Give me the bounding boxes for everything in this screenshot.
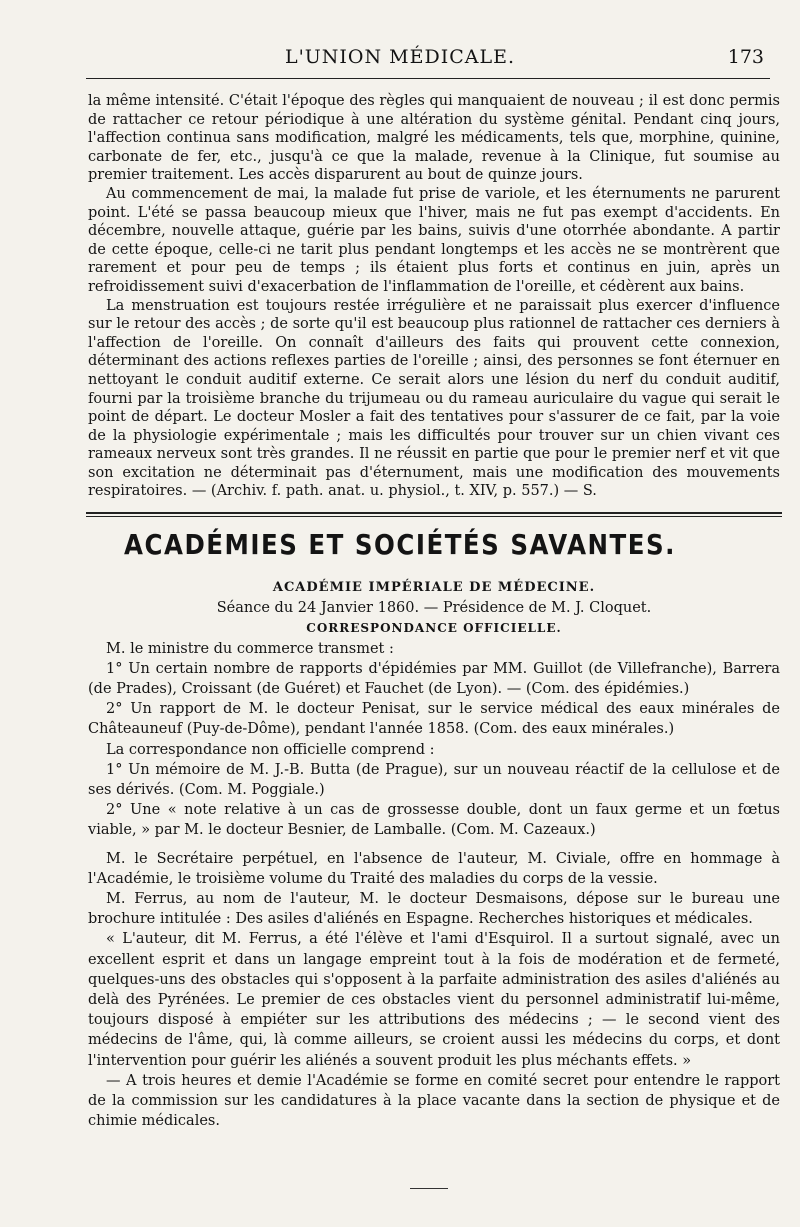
official-item: 1° Un certain nombre de rapports d'épidémies par MM. Guillot (de Villefranche), Barrera (de Prades), Croissant (de Guéret) et Fauchet (de Lyon). — (Com. des épidémies.)	[88, 660, 780, 698]
section-title: ACADÉMIES ET SOCIÉTÉS SAVANTES.	[124, 528, 676, 561]
seance-line: Séance du 24 Janvier 1860. — Présidence de M. J. Cloquet.	[216, 600, 652, 617]
minister-line: M. le ministre du commerce transmet :	[106, 640, 394, 657]
article-paragraph: la même intensité. C'était l'époque des règles qui manquaient de nouveau ; il est donc permis de rattacher ce retour périodique à une altération du système génital. Pendant cinq jours, l'affection continua sans modification, malgré les médicaments, tels que, morphine, quinine, carbonate de fer, etc., jusqu'à ce que la malade, revenue à la Clinique, fut soumise au premier traitement. Les accès disparurent au bout de quinze jours.	[88, 93, 780, 184]
academy-section	[88, 578, 780, 1131]
ferrus-paragraph: M. Ferrus, au nom de l'auteur, M. le docteur Desmaisons, dépose sur le bureau une brochure intitulée : Des asiles d'aliénés en Espagne. Recherches historiques et médicales.	[88, 891, 780, 928]
nonofficial-item: 1° Un mémoire de M. J.-B. Butta (de Prague), sur un nouveau réactif de la cellulose et de ses dérivés. (Com. M. Poggiale.)	[88, 761, 780, 799]
running-title: L'UNION MÉDICALE.	[284, 46, 516, 68]
end-rule	[410, 1188, 448, 1189]
running-header	[0, 46, 800, 76]
closing-paragraph: — A trois heures et demie l'Académie se forme en comité secret pour entendre le rapport de la commission sur les candidatures à la place vacante dans la section de physique et de chimie médicales.	[88, 1072, 780, 1130]
article-paragraph: La menstruation est toujours restée irrégulière et ne paraissait plus exercer d'influence sur le retour des accès ; de sorte qu'il est beaucoup plus rationnel de rattacher ces derniers à l'affection de l'oreille. On connaît d'ailleurs des faits qui prouvent cette connexion, déterminant des actions reflexes parties de l'oreille ; ainsi, des personnes se font éternuer en nettoyant le conduit auditif externe. Ce serait alors une lésion du nerf du conduit auditif, fourni par la troisième branche du trijumeau ou du rameau auriculaire du vague qui serait le point de départ. Le docteur Mosler a fait des tentatives pour s'assurer de ce fait, par la voie de la physiologie expérimentale ; mais les difficultés pour trouver sur un chien vivant ces rameaux nerveux sont très grandes. Il ne réussit en partie que pour le premier nerf et vit que son excitation ne déterminait pas d'éternument, mais une modification des mouvements respiratoires. — (Archiv. f. path. anat. u. physiol., t. XIV, p. 557.) — S.	[88, 297, 780, 500]
paragraph-gap	[88, 841, 780, 849]
article-body	[88, 92, 780, 501]
secretaire-paragraph: M. le Secrétaire perpétuel, en l'absence de l'auteur, M. Civiale, offre en hommage à l'Académie, le troisième volume du Traité des maladies du corps de la vessie.	[88, 850, 780, 887]
article-paragraph: Au commencement de mai, la malade fut prise de variole, et les éternuments ne parurent point. L'été se passa beaucoup mieux que l'hiver, mais ne fut pas exempt d'accidents. En décembre, nouvelle attaque, guérie par les bains, suivis d'une otorrhée abondante. A partir de cette époque, celle-ci ne tarit plus pendant longtemps et les accès ne se montrèrent que rarement et pour peu de temps ; ils étaient plus forts et continus en juin, après un refroidissement suivi d'exacerbation de l'inflammation de l'oreille, et cédèrent aux bains.	[88, 185, 780, 295]
page-number: 173	[727, 46, 764, 68]
nonofficial-line: La correspondance non officielle comprend :	[106, 741, 435, 758]
section-divider	[86, 512, 782, 514]
nonofficial-item: 2° Une « note relative à un cas de grossesse double, dont un faux germe et un fœtus viable, » par M. le docteur Besnier, de Lamballe. (Com. M. Cazeaux.)	[88, 802, 780, 839]
academy-heading: ACADÉMIE IMPÉRIALE DE MÉDECINE.	[272, 580, 596, 595]
correspondance-heading: CORRESPONDANCE OFFICIELLE.	[306, 621, 562, 636]
header-rule	[86, 78, 770, 79]
quote-paragraph: « L'auteur, dit M. Ferrus, a été l'élève et l'ami d'Esquirol. Il a surtout signalé, avec un excellent esprit et dans un langage empreint tout à la fois de modération et de fermeté, quelques-uns des obstacles qui s'opposent à la parfaite administration des asiles d'aliénés au delà des Pyrénées. Le premier de ces obstacles vient du personnel administratif lui-même, toujours disposé à empiéter sur les attributions des médecins ; — le second vient des médecins de l'âme, qui, là comme ailleurs, se croient aussi les médecins du corps, et dont l'intervention pour guérir les aliénés a souvent produit les plus méchants effets. »	[88, 931, 780, 1069]
official-item: 2° Un rapport de M. le docteur Penisat, sur le service médical des eaux minérales de Châteauneuf (Puy-de-Dôme), pendant l'année 1858. (Com. des eaux minérales.)	[88, 701, 780, 738]
